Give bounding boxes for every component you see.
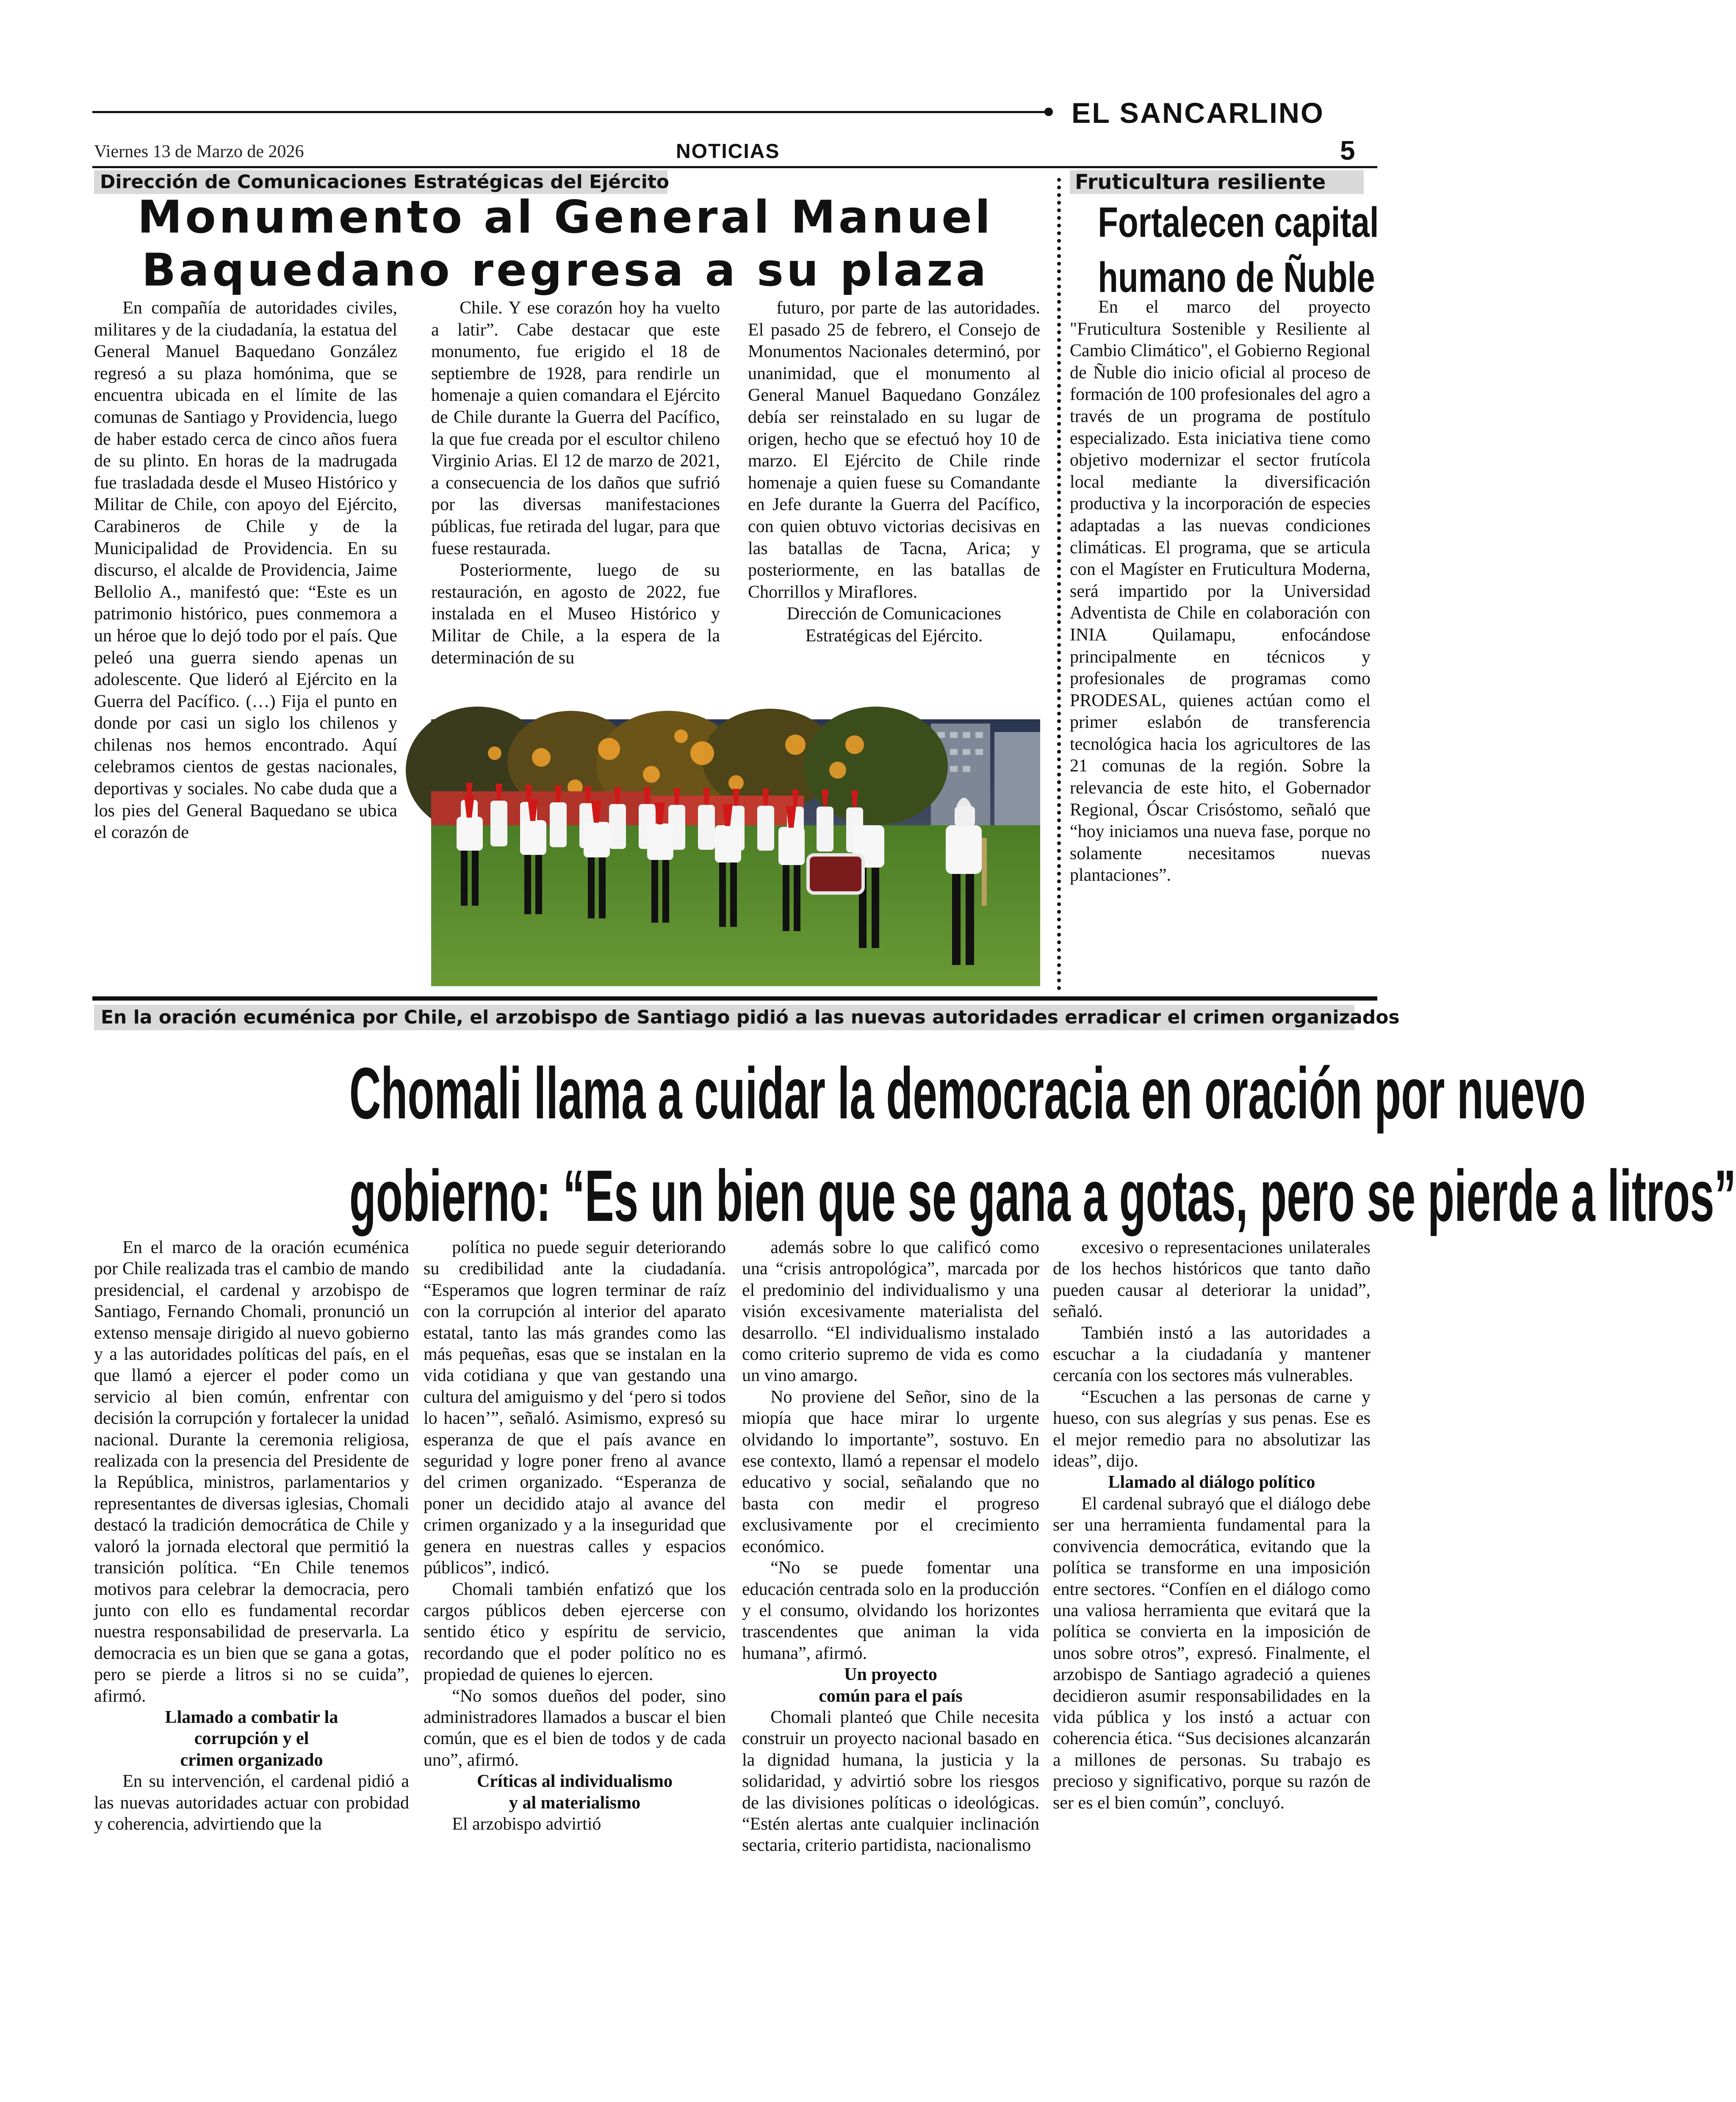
military-band-photo [431,719,1040,986]
subhead-line: Un proyecto [844,1665,937,1685]
article3-kicker: En la oración ecuménica por Chile, el arzobispo de Santiago pidió a las nuevas autoridades erradicar el crimen organizados [94,1005,1354,1030]
article3-col4-paragraph: El cardenal subrayó que el diálogo debe ser una herramienta fundamental para la convivencia democrática, evitando que la política se transforme en una imposición entre sectores. “Confíen en el diálogo como una valiosa herramienta que evitará que la política se convierta en la imposición de unos sobre otros”, expresó. Finalmente, el arzobispo de Santiago agradeció a quienes decidieron asumir responsabilidades en la vida pública y los instó a actuar con coherencia ética. “Sus decisiones alcanzarán a millones de personas. Su trabajo es precioso y significativo, porque su razón de ser es el bien común”, concluyó. [1053,1494,1371,1813]
article1-col2-paragraph: Posteriormente, luego de su restauración, en agosto de 2022, fue instalada en el Museo Histórico y Militar de Chile, a la espera de la determinación de su [431,560,720,668]
article3-col3-paragraph: No proviene del Señor, sino de la miopía que hace mirar lo urgente olvidando lo importante”, sostuvo. En ese contexto, llamó a repensar el modelo educativo y social, señalando que no basta con medir el progreso exclusivamente por el crecimiento económico. [742,1387,1039,1556]
article3-headline-line1: Chomali llama a cuidar la democracia en oración por nuevo [349,1053,1586,1134]
masthead-rule [92,111,1050,113]
article1-headline-line2: Baquedano regresa a su plaza [141,244,989,296]
military-band-illustration [431,719,1040,986]
subhead-line: Críticas al individualismo [476,1772,673,1791]
article3-col4-paragraph: También instó a las autoridades a escuchar a la ciudadanía y mantener cercanía con los sectores más vulnerables. [1053,1323,1371,1386]
subhead-line: común para el país [819,1686,963,1706]
article3-subhead-dialogue: Llamado al diálogo político [1108,1473,1315,1492]
article3-col2-paragraph: “No somos dueños del poder, sino administradores llamados a buscar el bien común, que es el bien de todos y de cada uno”, afirmó. [424,1686,726,1770]
article3-col2-paragraph: Chomali también enfatizó que los cargos públicos deben ejercerse con sentido ético y espíritu de servicio, recordando que el poder político no es propiedad de quienes lo ejercen. [424,1579,726,1685]
article2-headline [1098,195,1379,305]
article1-headline [94,191,1037,297]
article3-column-2 [424,1237,726,1983]
article1-kicker: Dirección de Comunicaciones Estratégicas del Ejército [94,170,667,194]
article1-column-3 [748,297,1040,718]
article3-column-3 [742,1237,1039,1983]
article3-col1-paragraph: En su intervención, el cardenal pidió a las nuevas autoridades actuar con probidad y coherencia, advirtiendo que la [94,1772,409,1834]
article2-kicker: Fruticultura resiliente [1070,170,1364,194]
masthead-rule-dot [1044,108,1053,116]
subhead-line: Llamado a combatir la [165,1707,338,1727]
article3-col4-paragraph: “Escuchen a las personas de carne y hueso, con sus alegrías y sus penas. Ese es el mejor remedio para no absolutizar las ideas”, dijo. [1053,1387,1371,1471]
newspaper-name: EL SANCARLINO [1072,97,1324,129]
article3-col1-paragraph: En el marco de la oración ecuménica por Chile realizada tras el cambio de mando presidencial, el cardenal y arzobispo de Santiago, Fernando Chomali, pronunció un extenso mensaje dirigido al nuevo gobierno y a las autoridades políticas del país, en el que llamó a ejercer el poder como un servicio al bien común, enfrentar con decisión la corrupción y fortalecer la unidad nacional. Durante la ceremonia religiosa, realizada con la presencia del Presidente de la República, ministros, parlamentarios y representantes de diversas iglesias, Chomali destacó la tradición democrática de Chile y valoró la jornada electoral que permitió la transición política. “En Chile tenemos motivos para celebrar la democracia, pero junto con ello es fundamental recordar nuestra responsabilidad de preservarla. La democracia es un bien que se gana a gotas, pero se pierde a litros si no se cuida”, afirmó. [94,1238,409,1706]
article3-col2-paragraph: política no puede seguir deteriorando su credibilidad ante la ciudadanía. “Esperamos que logren terminar de raíz con la corrupción al interior del aparato estatal, tanto las más grandes como las más pequeñas, esas que se instalan en la vida cotidiana y que van gestando una cultura del amiguismo y del ‘pero si todos lo hacen’”, señaló. Asimismo, expresó su esperanza de que el país avance en seguridad y logre poner freno al avance del crimen organizado. “Esperanza de poner un decidido atajo al avance del crimen organizado y a la inseguridad que genera en nuestras calles y espacios públicos”, indicó. [424,1238,726,1578]
article1-col2-paragraph: Chile. Y ese corazón hoy ha vuelto a latir”. Cabe destacar que este monumento, fue erigido el 18 de septiembre de 1928, para rendirle un homenaje a quien comandara el Ejército de Chile durante la Guerra del Pacífico, la que fue creada por el escultor chileno Virginio Arias. El 12 de marzo de 2021, a consecuencia de los daños que sufrió por las diversas manifestaciones públicas, fue retirada del lugar, para que fuese restaurada. [431,298,720,558]
article3-col3-paragraph: Chomali planteó que Chile necesita construir un proyecto nacional basado en la dignidad humana, la justicia y la solidaridad, y advirtió sobre los riesgos de las divisiones políticas o ideológicas. “Estén alertas ante cualquier inclinación sectaria, criterio partidista, nacionalismo [742,1707,1039,1855]
article1-column-2 [431,297,720,718]
article3-column-4 [1053,1237,1371,1983]
article2-headline-line1: Fortalecen capital [1098,199,1379,246]
article1-signature: Dirección de Comunicaciones Estratégicas del Ejército. [786,604,1002,646]
article3-headline [349,1042,1736,1247]
article3-col3-paragraph: además sobre lo que calificó como una “crisis antropológica”, marcada por el predominio del individualismo y una visión excesivamente materialista del desarrollo. “El individualismo instalado como criterio supremo de vida es como un vino amargo. [742,1238,1039,1386]
article3-subhead-corruption [94,1707,409,1771]
article1-col1-paragraph: En compañía de autoridades civiles, militares y de la ciudadanía, la estatua del General Manuel Baquedano González regresó a su plaza homónima, que se encuentra ubicada en el límite de las comunas de Santiago y Providencia, luego de haber estado cerca de cinco años fuera de su plinto. En horas de la madrugada fue trasladada desde el Museo Histórico y Militar de Chile, con apoyo del Ejército, Carabineros de Chile y de la Municipalidad de Providencia. En su discurso, el alcalde de Providencia, Jaime Bellolio A., manifestó que: “Este es un patrimonio histórico, pues conmemora a un héroe que lo dejó todo por el país. Que peleó una guerra siendo apenas un adolescente. Que lideró al Ejército en la Guerra del Pacífico. (…) Fija el punto en donde por casi un siglo los chilenos y chilenas nos hemos encontrado. Aquí celebramos cientos de gestas nacionales, deportivas y sociales. No cabe duda que a los pies del General Baquedano se ubica el corazón de [94,298,397,843]
lower-section-rule [92,996,1377,1001]
article2-column [1070,297,1371,990]
article3-column-1 [94,1237,409,1983]
issue-date: Viernes 13 de Marzo de 2026 [94,142,304,161]
article2-headline-line2: humano de Ñuble [1098,254,1375,301]
article1-headline-line1: Monumento al General Manuel [137,191,994,243]
header-rule [92,166,1377,168]
article1-col3-paragraph: futuro, por parte de las autoridades. El pasado 25 de febrero, el Consejo de Monumentos Nacionales determinó, por unanimidad, que el monumento al General Manuel Baquedano González debía ser reinstalado en su lugar de origen, hecho que se efectuó hoy 10 de marzo. El Ejército de Chile rinde homenaje a quien fuese su Comandante en Jefe durante la Guerra del Pacífico, con quien obtuvo victorias decisivas en las batallas de Tacna, Arica; y posteriormente, en las batallas de Chorrillos y Miraflores. [748,298,1040,602]
article3-subhead-individualism [424,1771,726,1814]
section-name: NOTICIAS [676,140,780,163]
article3-col2-paragraph: El arzobispo advirtió [452,1814,601,1834]
article2-paragraph: En el marco del proyecto "Fruticultura Sostenible y Resiliente al Cambio Climático", el Gobierno Regional de Ñuble dio inicio oficial al proceso de formación de 100 profesionales del agro a través de un programa de postítulo especializado. Esta iniciativa tiene como objetivo modernizar el sector frutícola local mediante la diversificación productiva y la incorporación de especies adaptadas a las nuevas condiciones climáticas. El programa, que se articula con el Magíster en Fruticultura Moderna, será impartido por la Universidad Adventista de Chile en colaboración con INIA Quilamapu, enfocándose principalmente en técnicos y profesionales de programas como PRODESAL, quienes actúan como el primer eslabón de transferencia tecnológica hacia los agricultores de las 21 comunas de la región. Sobre la relevancia de este hito, el Gobernador Regional, Óscar Crisóstomo, señaló que “hoy iniciamos una nueva fase, porque no solamente necesitamos nuevas plantaciones”. [1070,297,1371,885]
article3-col4-paragraph: excesivo o representaciones unilaterales de los hechos históricos que tanto daño pueden causar al deteriorar la unidad”, señaló. [1053,1238,1371,1322]
page-number: 5 [1340,135,1355,166]
article1-column-1 [94,297,397,988]
column-separator-dotted [1057,178,1061,990]
article3-headline-line2: gobierno: “Es un bien que se gana a gotas, pero se pierde a litros” [349,1155,1736,1237]
article3-subhead-common-project [742,1664,1039,1707]
subhead-line: y al materialismo [509,1793,641,1813]
subhead-line: corrupción y el [194,1729,309,1749]
article3-col3-paragraph: “No se puede fomentar una educación centrada solo en la producción y el consumo, olvidando los horizontes trascendentes que animan la vida humana”, afirmó. [742,1558,1039,1663]
subhead-line: crimen organizado [180,1750,323,1770]
